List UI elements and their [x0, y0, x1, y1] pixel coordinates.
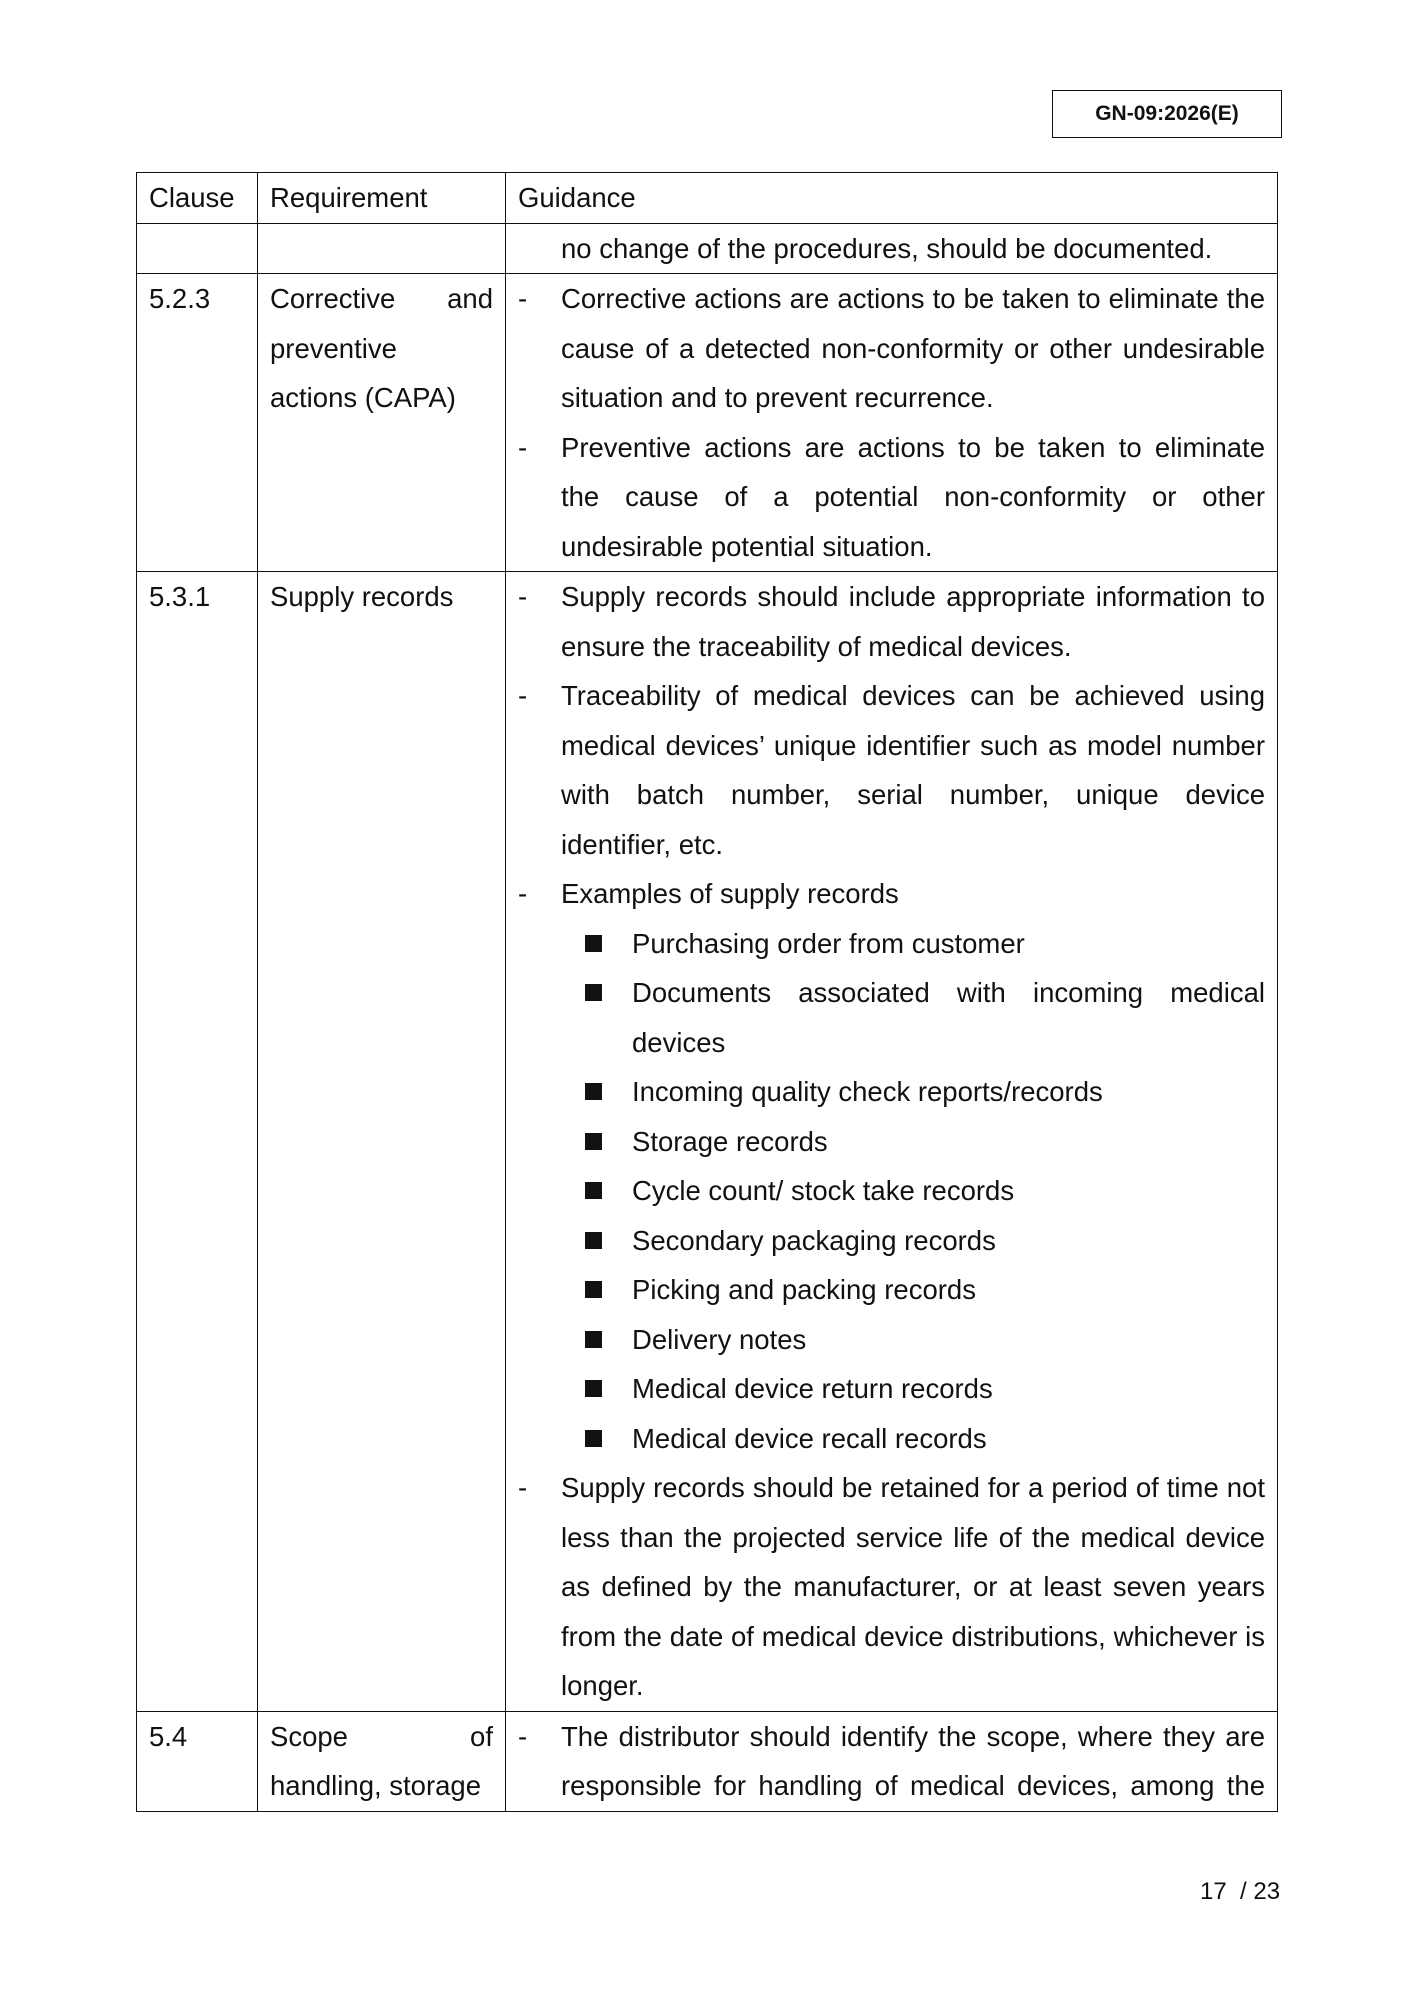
page-number: 17 / 23	[1200, 1878, 1281, 1905]
square-bullet-icon	[585, 1281, 602, 1298]
guidance-cell	[506, 223, 1278, 274]
clause-number: 5.3.1	[137, 572, 258, 1712]
requirement-line: handling, storage	[270, 1770, 481, 1801]
guidance-item: - The distributor should identify the scope, where they are responsible for handling of medical devices, among the	[518, 1720, 1265, 1801]
clause-number: 5.4	[137, 1711, 258, 1811]
guidance-item: - Preventive actions are actions to be taken to eliminate the cause of a potential non-conformity or other undesirable potential situation.	[518, 431, 1265, 562]
guidance-item: - Supply records should include appropriate information to ensure the traceability of medical devices.	[518, 581, 1265, 662]
clause-number: 5.2.3	[137, 274, 258, 572]
requirement-cell	[258, 274, 506, 572]
example-item: Cycle count/ stock take records	[518, 1166, 1265, 1216]
requirement-line: actions (CAPA)	[270, 382, 456, 413]
document-code: GN-09:2026(E)	[1095, 102, 1239, 125]
guidance-cell	[506, 274, 1278, 572]
table-row	[137, 223, 1278, 274]
square-bullet-icon	[585, 1331, 602, 1348]
guidance-table	[136, 172, 1278, 1812]
guidance-item: - Corrective actions are actions to be taken to eliminate the cause of a detected non-conformity or other undesirable situation and to prevent recurrence.	[518, 283, 1265, 413]
header-requirement: Requirement	[258, 173, 506, 224]
example-item: Purchasing order from customer	[518, 919, 1265, 969]
table-row	[137, 1711, 1278, 1811]
guidance-item: - Supply records should be retained for a period of time not less than the projected service life of the medical device as defined by the manufacturer, or at least seven years from the date of medical device distributions, whichever is longer.	[518, 1472, 1265, 1701]
square-bullet-icon	[585, 1380, 602, 1397]
table-header-row	[137, 173, 1278, 224]
guidance-cell	[506, 1711, 1278, 1811]
requirement-line: preventive	[270, 332, 397, 364]
square-bullet-icon	[585, 984, 602, 1001]
requirement-cell	[258, 223, 506, 274]
guidance-continuation: no change of the procedures, should be documented.	[561, 232, 1213, 264]
document-code-box	[1052, 90, 1282, 138]
example-item: Incoming quality check reports/records	[518, 1067, 1265, 1117]
square-bullet-icon	[585, 1182, 602, 1199]
example-item: Secondary packaging records	[518, 1216, 1265, 1266]
table-row	[137, 274, 1278, 572]
requirement-line: Scope of	[270, 1720, 493, 1752]
requirement-line: Supply records	[270, 581, 454, 612]
square-bullet-icon	[585, 1083, 602, 1100]
example-item: Documents associated with incoming medical devices	[518, 968, 1265, 1067]
example-item: Delivery notes	[518, 1315, 1265, 1365]
example-item: Storage records	[518, 1117, 1265, 1167]
requirement-cell	[258, 1711, 506, 1811]
header-clause: Clause	[137, 173, 258, 224]
guidance-cell	[506, 572, 1278, 1712]
table-row	[137, 572, 1278, 1712]
example-item: Medical device return records	[518, 1364, 1265, 1414]
requirement-cell	[258, 572, 506, 1712]
square-bullet-icon	[585, 1430, 602, 1447]
example-item: Picking and packing records	[518, 1265, 1265, 1315]
clause-cell	[137, 223, 258, 274]
square-bullet-icon	[585, 1133, 602, 1150]
guidance-item: - Examples of supply records	[518, 878, 899, 909]
guidance-item: - Traceability of medical devices can be achieved using medical devices’ unique identifier such as model number with batch number, serial number, unique device identifier, etc.	[518, 680, 1265, 860]
header-guidance: Guidance	[506, 173, 1278, 224]
requirement-line: Corrective and	[270, 283, 493, 314]
square-bullet-icon	[585, 1232, 602, 1249]
square-bullet-icon	[585, 935, 602, 952]
example-item: Medical device recall records	[518, 1414, 1265, 1464]
